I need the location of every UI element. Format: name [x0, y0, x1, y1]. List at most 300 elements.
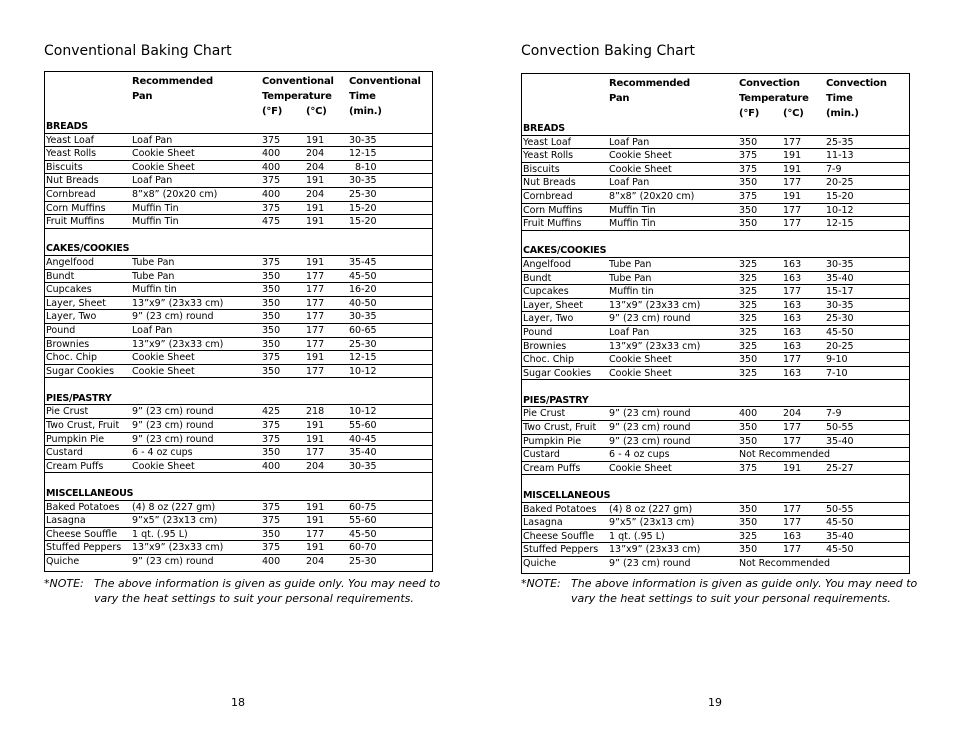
- item-name: Cream Puffs: [523, 462, 581, 474]
- header-pan-1: Recommended: [609, 78, 690, 89]
- pan-type: Tube Pan: [132, 270, 175, 282]
- pan-type: Cookie Sheet: [132, 148, 195, 160]
- time-min: 55-60: [349, 420, 377, 432]
- page-number: 18: [231, 696, 245, 709]
- pan-type: 6 - 4 oz cups: [609, 449, 670, 461]
- section-heading: [522, 394, 909, 408]
- pan-type: Muffin Tin: [132, 216, 179, 228]
- item-name: Fruit Muffins: [46, 216, 105, 228]
- temp-c: 177: [306, 528, 325, 540]
- item-name: Lasagna: [46, 515, 86, 527]
- footnote-text: The above information is given as guide only. You may need to vary the heat settings to suit your personal requirements.: [94, 577, 441, 605]
- item-name: Yeast Loaf: [46, 134, 95, 146]
- table-row: [45, 134, 432, 148]
- temp-f: Not Recommended: [739, 558, 830, 569]
- temp-c: 177: [306, 365, 325, 377]
- temp-c: 191: [783, 150, 802, 162]
- chart-title: Convection Baking Chart: [521, 43, 695, 59]
- table-row: [522, 190, 909, 204]
- temp-f: 325: [739, 367, 758, 379]
- pan-type: 9” (23 cm) round: [132, 556, 214, 567]
- item-name: Pie Crust: [46, 406, 89, 418]
- pan-type: 9” (23 cm) round: [609, 313, 691, 325]
- pan-type: 9” (23 cm) round: [132, 406, 214, 418]
- temp-c: 163: [783, 299, 802, 311]
- temp-f: 400: [262, 148, 281, 160]
- time-min: 12-15: [349, 352, 377, 364]
- time-min: 45-50: [349, 528, 377, 540]
- pan-type: Tube Pan: [609, 258, 652, 270]
- item-name: Yeast Loaf: [523, 136, 572, 148]
- item-name: Yeast Rolls: [523, 150, 574, 162]
- table-row: [45, 202, 432, 216]
- spacer-row: [522, 231, 909, 245]
- temp-c: 177: [306, 284, 325, 296]
- time-min: 55-60: [349, 515, 377, 527]
- section-heading: [45, 120, 432, 134]
- pan-type: Muffin Tin: [132, 202, 179, 214]
- header-pan-2: Pan: [132, 91, 153, 102]
- spacer-row: [45, 473, 432, 487]
- time-min: 10-12: [349, 365, 377, 377]
- header-time-1: Conventional: [349, 76, 421, 87]
- item-name: Cream Puffs: [46, 460, 104, 472]
- item-name: Nut Breads: [46, 175, 99, 187]
- chart-title: Conventional Baking Chart: [44, 43, 232, 59]
- pan-type: 13”x9” (23x33 cm): [132, 542, 224, 554]
- temp-f: 375: [739, 163, 758, 175]
- temp-c: 191: [306, 542, 325, 554]
- pan-type: Loaf Pan: [609, 136, 650, 148]
- item-name: Baked Potatoes: [46, 501, 120, 513]
- temp-f: 425: [262, 406, 281, 418]
- time-min: 25-30: [349, 188, 377, 200]
- header-time-2: Time: [349, 91, 376, 102]
- temp-c: 163: [783, 272, 802, 284]
- table-row: [45, 419, 432, 433]
- temp-f: 350: [262, 270, 281, 282]
- temp-f: 325: [739, 286, 758, 298]
- time-min: 9-10: [826, 354, 848, 366]
- table-row: [45, 324, 432, 338]
- spacer-row: [45, 378, 432, 392]
- item-name: Stuffed Peppers: [523, 544, 599, 556]
- table-row: [522, 299, 909, 313]
- time-min: 50-55: [826, 503, 854, 515]
- pan-type: Muffin tin: [132, 284, 177, 296]
- pan-type: 9”x5” (23x13 cm): [609, 517, 695, 529]
- item-name: Angelfood: [523, 258, 572, 270]
- temp-f: 375: [262, 256, 281, 268]
- time-min: 35-45: [349, 256, 377, 268]
- item-name: Quiche: [46, 556, 80, 567]
- item-name: Corn Muffins: [523, 204, 583, 216]
- temp-f: 350: [262, 297, 281, 309]
- header-temp-2: Temperature: [739, 93, 809, 104]
- table-row: [45, 405, 432, 419]
- section-label: MISCELLANEOUS: [46, 488, 134, 500]
- time-min: 20-25: [826, 340, 854, 352]
- pan-type: Tube Pan: [609, 272, 652, 284]
- item-name: Baked Potatoes: [523, 503, 597, 515]
- pan-type: 9” (23 cm) round: [132, 420, 214, 432]
- temp-c: 163: [783, 367, 802, 379]
- table-row: [522, 543, 909, 557]
- section-label: BREADS: [523, 123, 565, 134]
- table-row: [45, 310, 432, 324]
- temp-f: 400: [262, 556, 281, 567]
- table-row: [45, 188, 432, 202]
- temp-c: 177: [306, 338, 325, 350]
- time-min: 30-35: [349, 460, 377, 472]
- temp-c: 191: [783, 462, 802, 474]
- item-name: Brownies: [523, 340, 567, 352]
- temp-c: 177: [306, 324, 325, 336]
- temp-f: 350: [262, 447, 281, 459]
- pan-type: Cookie Sheet: [132, 352, 195, 364]
- item-name: Layer, Two: [523, 313, 574, 325]
- item-name: Cornbread: [523, 190, 573, 202]
- table-row: [522, 557, 909, 571]
- pan-type: 9” (23 cm) round: [609, 435, 691, 447]
- time-min: 25-30: [349, 338, 377, 350]
- item-name: Custard: [523, 449, 560, 461]
- temp-f: 375: [262, 202, 281, 214]
- header-temp-1: Convection: [739, 78, 800, 89]
- temp-c: 163: [783, 258, 802, 270]
- baking-table: [44, 71, 433, 572]
- temp-c: 204: [306, 188, 325, 200]
- item-name: Pound: [523, 326, 553, 338]
- table-row: [45, 514, 432, 528]
- time-min: 60-70: [349, 542, 377, 554]
- table-row: [522, 421, 909, 435]
- temp-f: 375: [262, 542, 281, 554]
- table-row: [45, 256, 432, 270]
- table-row: [522, 285, 909, 299]
- item-name: Cheese Souffle: [523, 530, 595, 542]
- temp-c: 177: [783, 286, 802, 298]
- table-row: [45, 174, 432, 188]
- item-name: Pie Crust: [523, 408, 566, 420]
- pan-type: Loaf Pan: [609, 326, 650, 338]
- header-pan-1: Recommended: [132, 76, 213, 87]
- time-min: 35-40: [826, 435, 854, 447]
- section-heading: [522, 489, 909, 503]
- time-min: 30-35: [826, 258, 854, 270]
- table-row: [45, 215, 432, 229]
- pan-type: Loaf Pan: [132, 175, 173, 187]
- pan-type: Tube Pan: [132, 256, 175, 268]
- temp-c: 177: [783, 422, 802, 434]
- temp-c: 191: [306, 352, 325, 364]
- temp-f: 350: [262, 311, 281, 323]
- table-row: [522, 448, 909, 462]
- header-temp-1: Conventional: [262, 76, 334, 87]
- temp-c: 177: [783, 177, 802, 189]
- pan-type: 9” (23 cm) round: [132, 311, 214, 323]
- temp-f: 325: [739, 530, 758, 542]
- pan-type: 9”x5” (23x13 cm): [132, 515, 218, 527]
- section-heading: [522, 122, 909, 136]
- time-min: 30-35: [826, 299, 854, 311]
- table-row: [45, 297, 432, 311]
- time-min: 35-40: [349, 447, 377, 459]
- pan-type: Cookie Sheet: [132, 161, 195, 173]
- pan-type: Loaf Pan: [609, 177, 650, 189]
- item-name: Pumpkin Pie: [46, 433, 105, 445]
- temp-f: 350: [739, 218, 758, 230]
- table-row: [45, 365, 432, 379]
- temp-c: 204: [783, 408, 802, 420]
- pan-type: Cookie Sheet: [609, 163, 672, 175]
- table-row: [522, 462, 909, 476]
- table-row: [522, 176, 909, 190]
- temp-f: 350: [739, 435, 758, 447]
- temp-c: 191: [306, 433, 325, 445]
- time-min: 40-45: [349, 433, 377, 445]
- table-row: [522, 530, 909, 544]
- temp-f: 325: [739, 340, 758, 352]
- temp-c: 191: [306, 134, 325, 146]
- time-min: 15-20: [349, 216, 377, 228]
- time-min: 15-20: [826, 190, 854, 202]
- footnote-label: *NOTE:: [44, 577, 84, 590]
- temp-f: 325: [739, 313, 758, 325]
- temp-c: 177: [306, 447, 325, 459]
- temp-f: 400: [262, 161, 281, 173]
- pan-type: 13”x9” (23x33 cm): [609, 544, 701, 556]
- header-time-2: Time: [826, 93, 853, 104]
- item-name: Yeast Rolls: [46, 148, 97, 160]
- item-name: Two Crust, Fruit: [46, 420, 120, 432]
- spacer-row: [522, 475, 909, 489]
- temp-f: 350: [739, 354, 758, 366]
- item-name: Nut Breads: [523, 177, 576, 189]
- time-min: 20-25: [826, 177, 854, 189]
- table-row: [45, 161, 432, 175]
- time-min: 30-35: [349, 311, 377, 323]
- pan-type: 13”x9” (23x33 cm): [609, 340, 701, 352]
- item-name: Two Crust, Fruit: [523, 422, 597, 434]
- table-row: [522, 353, 909, 367]
- temp-c: 177: [783, 204, 802, 216]
- temp-f: 375: [262, 515, 281, 527]
- item-name: Pound: [46, 324, 76, 336]
- pan-type: 13”x9” (23x33 cm): [132, 338, 224, 350]
- table-header: [522, 74, 909, 122]
- time-min: 10-12: [349, 406, 377, 418]
- temp-f: 375: [262, 134, 281, 146]
- temp-f: Not Recommended: [739, 449, 830, 461]
- temp-c: 191: [306, 515, 325, 527]
- table-row: [45, 528, 432, 542]
- temp-f: 325: [739, 326, 758, 338]
- item-name: Layer, Sheet: [523, 299, 583, 311]
- temp-f: 350: [739, 136, 758, 148]
- pan-type: Cookie Sheet: [609, 354, 672, 366]
- time-min: 12-15: [349, 148, 377, 160]
- temp-c: 163: [783, 326, 802, 338]
- temp-f: 375: [262, 175, 281, 187]
- header-temp-c: (°C): [306, 106, 327, 117]
- temp-f: 350: [739, 544, 758, 556]
- pan-type: Loaf Pan: [132, 324, 173, 336]
- time-min: 30-35: [349, 134, 377, 146]
- table-row: [45, 338, 432, 352]
- item-name: Cheese Souffle: [46, 528, 118, 540]
- pan-type: 9” (23 cm) round: [609, 408, 691, 420]
- temp-c: 191: [306, 256, 325, 268]
- spacer-row: [45, 229, 432, 243]
- time-min: 40-50: [349, 297, 377, 309]
- time-min: 15-17: [826, 286, 854, 298]
- table-header: [45, 72, 432, 120]
- temp-c: 177: [783, 435, 802, 447]
- temp-c: 191: [783, 163, 802, 175]
- pan-type: Cookie Sheet: [609, 367, 672, 379]
- temp-c: 204: [306, 161, 325, 173]
- table-body: [45, 120, 432, 569]
- pan-type: Loaf Pan: [132, 134, 173, 146]
- temp-c: 163: [783, 313, 802, 325]
- temp-c: 177: [783, 517, 802, 529]
- temp-f: 375: [262, 501, 281, 513]
- temp-f: 375: [739, 462, 758, 474]
- section-label: BREADS: [46, 121, 88, 132]
- time-min: 60-75: [349, 501, 377, 513]
- table-row: [45, 555, 432, 569]
- table-row: [522, 217, 909, 231]
- section-heading: [45, 487, 432, 501]
- time-min: 50-55: [826, 422, 854, 434]
- table-row: [522, 149, 909, 163]
- section-label: CAKES/COOKIES: [523, 245, 607, 257]
- table-row: [522, 340, 909, 354]
- temp-f: 325: [739, 258, 758, 270]
- temp-f: 350: [739, 503, 758, 515]
- header-pan-2: Pan: [609, 93, 630, 104]
- temp-f: 375: [739, 150, 758, 162]
- temp-f: 350: [739, 422, 758, 434]
- section-heading: [45, 242, 432, 256]
- time-min: 30-35: [349, 175, 377, 187]
- table-row: [45, 433, 432, 447]
- section-label: PIES/PASTRY: [46, 392, 112, 404]
- pan-type: Cookie Sheet: [609, 150, 672, 162]
- table-row: [522, 272, 909, 286]
- pan-type: Cookie Sheet: [132, 460, 195, 472]
- temp-c: 204: [306, 148, 325, 160]
- table-row: [522, 163, 909, 177]
- section-heading: [522, 244, 909, 258]
- header-temp-f: (°F): [739, 108, 760, 119]
- pan-type: 9” (23 cm) round: [609, 558, 691, 569]
- temp-c: 204: [306, 556, 325, 567]
- item-name: Sugar Cookies: [523, 367, 592, 379]
- pan-type: Cookie Sheet: [132, 365, 195, 377]
- temp-f: 375: [262, 433, 281, 445]
- pan-type: 9” (23 cm) round: [609, 422, 691, 434]
- pan-type: (4) 8 oz (227 gm): [609, 503, 693, 515]
- item-name: Bundt: [523, 272, 552, 284]
- time-min: 25-27: [826, 462, 854, 474]
- time-min: 45-50: [826, 517, 854, 529]
- section-label: MISCELLANEOUS: [523, 490, 611, 502]
- item-name: Layer, Sheet: [46, 297, 106, 309]
- item-name: Biscuits: [46, 161, 83, 173]
- temp-f: 350: [739, 177, 758, 189]
- temp-c: 191: [306, 202, 325, 214]
- temp-c: 177: [783, 354, 802, 366]
- table-row: [45, 147, 432, 161]
- item-name: Stuffed Peppers: [46, 542, 122, 554]
- table-row: [522, 367, 909, 381]
- item-name: Layer, Two: [46, 311, 97, 323]
- item-name: Fruit Muffins: [523, 218, 582, 230]
- table-row: [45, 541, 432, 555]
- pan-type: 8”x8” (20x20 cm): [132, 188, 218, 200]
- table-row: [522, 407, 909, 421]
- pan-type: 1 qt. (.95 L): [132, 528, 188, 540]
- table-row: [45, 501, 432, 515]
- time-min: 35-40: [826, 530, 854, 542]
- header-temp-c: (°C): [783, 108, 804, 119]
- time-min: 8-10: [349, 161, 377, 173]
- temp-c: 191: [783, 190, 802, 202]
- item-name: Choc. Chip: [46, 352, 98, 364]
- temp-f: 350: [262, 528, 281, 540]
- page-number: 19: [708, 696, 722, 709]
- time-min: 10-12: [826, 204, 854, 216]
- pan-type: Cookie Sheet: [609, 462, 672, 474]
- time-min: 45-50: [349, 270, 377, 282]
- item-name: Sugar Cookies: [46, 365, 115, 377]
- header-time-1: Convection: [826, 78, 887, 89]
- pan-type: 13”x9” (23x33 cm): [609, 299, 701, 311]
- item-name: Cupcakes: [523, 286, 569, 298]
- time-min: 45-50: [826, 326, 854, 338]
- item-name: Pumpkin Pie: [523, 435, 582, 447]
- baking-table: [521, 73, 910, 574]
- time-min: 35-40: [826, 272, 854, 284]
- time-min: 45-50: [826, 544, 854, 556]
- item-name: Bundt: [46, 270, 75, 282]
- section-label: CAKES/COOKIES: [46, 243, 130, 255]
- temp-c: 191: [306, 420, 325, 432]
- temp-f: 350: [262, 365, 281, 377]
- footnote-text: The above information is given as guide only. You may need to vary the heat settings to suit your personal requirements.: [571, 577, 918, 605]
- table-row: [522, 326, 909, 340]
- item-name: Cornbread: [46, 188, 96, 200]
- temp-f: 375: [739, 190, 758, 202]
- section-label: PIES/PASTRY: [523, 394, 589, 406]
- time-min: 25-30: [826, 313, 854, 325]
- time-min: 25-30: [349, 556, 377, 567]
- time-min: 7-10: [826, 367, 848, 379]
- section-heading: [45, 392, 432, 406]
- temp-c: 191: [306, 501, 325, 513]
- table-row: [45, 460, 432, 474]
- time-min: 7-9: [826, 163, 842, 175]
- header-time-min: (min.): [349, 106, 382, 117]
- temp-f: 400: [739, 408, 758, 420]
- item-name: Choc. Chip: [523, 354, 575, 366]
- temp-f: 325: [739, 299, 758, 311]
- pan-type: 6 - 4 oz cups: [132, 447, 193, 459]
- time-min: 25-35: [826, 136, 854, 148]
- temp-c: 177: [306, 311, 325, 323]
